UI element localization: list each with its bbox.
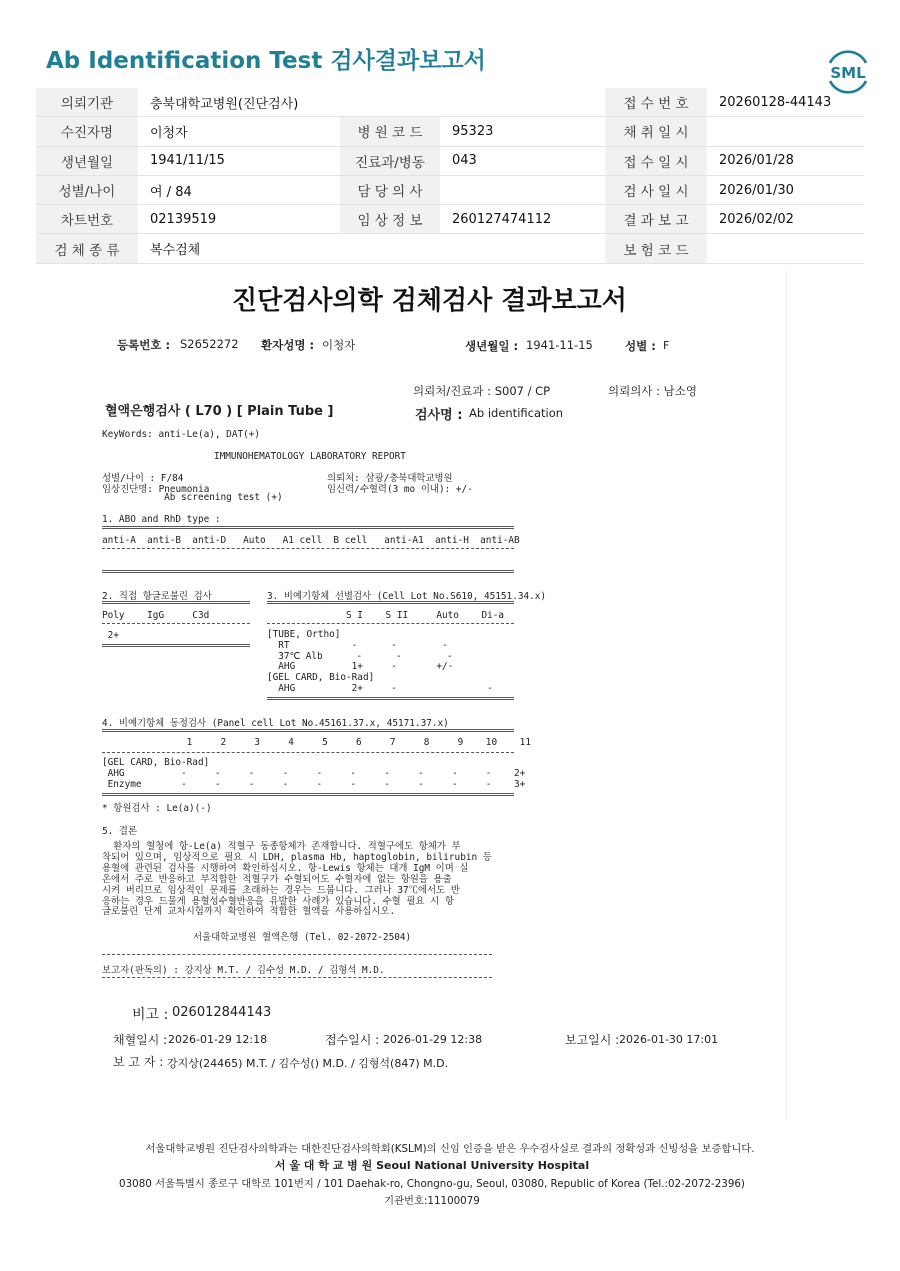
info-label: 검 사 일 시 (605, 175, 707, 204)
dob-label: 생년월일 : (465, 339, 519, 353)
divider (102, 623, 250, 624)
info-value: 2026/02/02 (707, 205, 864, 234)
patient-info-table (36, 88, 864, 264)
info-label: 차트번호 (36, 205, 138, 234)
sec3-row: AHG 1+ - +/- (267, 661, 454, 673)
lab-report-title: IMMUNOHEMATOLOGY LABORATORY REPORT (214, 451, 406, 462)
conclusion-line: 온에서 주로 반응하고 부적합한 적혈구가 수혈되어도 수혈자에 없는 항원을 용출 (102, 873, 452, 885)
divider (102, 644, 250, 647)
reporter-line: 보고자(판독의) : 강지상 M.T. / 김수성 M.D. / 김형석 M.D. (102, 965, 385, 976)
receive-time: 2026-01-29 12:38 (383, 1033, 483, 1046)
reporter2: 강지상(24465) M.T. / 김수성() M.D. / 김형석(847) M.D. (167, 1057, 449, 1070)
info-label: 검 체 종 류 (36, 234, 138, 263)
sec4-title: 4. 비예기항체 동정검사 (Panel cell Lot No.45161.37.x, 45171.37.x) (102, 718, 449, 729)
divider (267, 601, 514, 604)
conclusion-line: 시켜 버리므로 임상적인 문제를 초래하는 경우는 드뭅니다. 그러나 37℃에서도 반 (102, 884, 460, 896)
divider (102, 977, 492, 978)
sec4-row: AHG - - - - - - - - - - 2+ (102, 767, 526, 779)
antigen-test: * 항원검사 : Le(a)(-) (102, 803, 212, 814)
collect-time: 2026-01-29 12:18 (168, 1033, 268, 1046)
footer-hospital: 서 울 대 학 교 병 원 Seoul National University Hospital (274, 1159, 590, 1172)
info-value: 복수검체 (138, 234, 605, 263)
conclusion-line: 응하는 경우 드물게 용혈성수혈반응을 유발한 사례가 있습니다. 수혈 필요 시 항 (102, 895, 454, 907)
patient-info-row (36, 117, 864, 146)
report-main-title: 진단검사의학 검체검사 결과보고서 (232, 286, 627, 316)
info-label: 수진자명 (36, 117, 138, 146)
conclusion-text (102, 842, 492, 918)
info-value: 043 (440, 146, 605, 175)
sec3-title: 3. 비예기항체 선별검사 (Cell Lot No.S610, 45151.34.x) (267, 591, 547, 602)
patient-info-row (36, 234, 864, 263)
sec3-row: 37℃ Alb - - - (267, 650, 453, 662)
conclusion-line: 글로불린 단계 교차시험까지 확인하여 적합한 혈액을 사용하십시오. (102, 906, 396, 918)
conclusion-line: 용혈에 관련된 검사를 시행하여 확인하십시오. 항-Lewis 항체는 대개 IgM 이며 실 (102, 862, 469, 874)
sex: F (663, 339, 670, 352)
sec3-row: AHG 2+ - - (267, 682, 493, 694)
info-label: 보 험 코 드 (605, 234, 707, 263)
info-sex-age: 성별/나이 : F/84 (102, 473, 184, 484)
info-label: 의뢰기관 (36, 88, 138, 117)
sec3-row: RT - - - (267, 639, 448, 651)
receive-label: 접수일시 : (325, 1033, 380, 1047)
patient-info-row (36, 88, 864, 117)
reporter2-label: 보 고 자 : (113, 1055, 164, 1069)
info-label: 생년월일 (36, 146, 138, 175)
sec2-title: 2. 직접 항글로불린 검사 (102, 591, 212, 602)
svg-text:SML: SML (830, 64, 866, 82)
info-diagnosis-2: Ab screening test (+) (102, 492, 283, 503)
sex-label: 성별 : (625, 339, 656, 353)
report-label: 보고일시 : (565, 1033, 620, 1047)
doctor: 의뢰의사 : 남소영 (608, 384, 697, 398)
divider (102, 954, 492, 955)
info-label: 결 과 보 고 (605, 205, 707, 234)
sec1-title: 1. ABO and RhD type : (102, 514, 221, 525)
remark-label: 비고 : (132, 1007, 169, 1023)
info-referrer: 의뢰처: 삼광/충북대학교병원 (327, 473, 453, 484)
info-value: 2026/01/28 (707, 146, 864, 175)
info-label: 담 당 의 사 (340, 175, 440, 204)
info-value: 여 / 84 (138, 175, 340, 204)
info-value: 02139519 (138, 205, 340, 234)
info-value: 20260128-44143 (707, 88, 864, 117)
sec3-row: [TUBE, Ortho] (267, 629, 341, 640)
reg-no: S2652272 (180, 337, 239, 351)
report-title: Ab Identification Test 검사결과보고서 (46, 48, 486, 74)
info-value: 2026/01/30 (707, 175, 864, 204)
patient-info-row (36, 146, 864, 175)
footer-institution-no: 기관번호:11100079 (384, 1195, 480, 1207)
sec3-headers: S I S II Auto Di-a (267, 610, 505, 621)
info-value: 이청자 (138, 117, 340, 146)
info-label: 접 수 번 호 (605, 88, 707, 117)
sec2-value: 2+ (102, 630, 119, 641)
sec4-results (102, 758, 525, 790)
info-diagnosis: 임상진단명: Pneumonia (102, 484, 210, 495)
info-label: 접 수 일 시 (605, 146, 707, 175)
sec2-headers: Poly IgG C3d (102, 610, 210, 621)
keywords: KeyWords: anti-Le(a), DAT(+) (102, 429, 261, 440)
test-title: 혈액은행검사 ( L70 ) [ Plain Tube ] (105, 404, 334, 419)
sec4-row: [GEL CARD, Bio-Rad] (102, 757, 210, 768)
sec4-headers: 1 2 3 4 5 6 7 8 9 10 11 (102, 737, 531, 748)
report-time: 2026-01-30 17:01 (619, 1033, 719, 1046)
info-label: 병 원 코 드 (340, 117, 440, 146)
footer-address: 03080 서울특별시 종로구 대학로 101번지 / 101 Daehak-ro, Chongno-gu, Seoul, 03080, Republic of Korea (Tel.:02-2072-2396) (119, 1178, 745, 1190)
info-value: 95323 (440, 117, 605, 146)
divider (102, 601, 250, 604)
info-value (440, 175, 605, 204)
sec3-row: [GEL CARD, Bio-Rad] (267, 672, 375, 684)
info-label: 진료과/병동 (340, 146, 440, 175)
remark: 026012844143 (172, 1005, 272, 1020)
sec5-title: 5. 결론 (102, 826, 138, 837)
exam-name: Ab identification (469, 406, 564, 420)
conclusion-line: 환자의 혈청에 항-Le(a) 적혈구 동종항체가 존재합니다. 적혈구에도 항체가 부 (102, 841, 461, 852)
divider (102, 548, 514, 549)
patient-name: 이청자 (322, 338, 356, 352)
info-label: 채 취 일 시 (605, 117, 707, 146)
divider (102, 752, 514, 753)
info-label: 성별/나이 (36, 175, 138, 204)
divider (102, 729, 514, 732)
bloodbank-contact: 서울대학교병원 혈액은행 (Tel. 02-2072-2504) (193, 932, 412, 943)
info-value (707, 117, 864, 146)
exam-label: 검사명 : (415, 408, 463, 423)
collect-label: 채혈일시 : (113, 1033, 168, 1047)
reg-label: 등록번호 : (117, 338, 171, 352)
divider (102, 570, 514, 573)
info-label: 임 상 정 보 (340, 205, 440, 234)
patient-info-row (36, 205, 864, 234)
divider (267, 623, 514, 624)
divider (102, 793, 514, 796)
info-value: 1941/11/15 (138, 146, 340, 175)
conclusion-line: 착되어 있으며, 임상적으로 필요 시 LDH, plasma Hb, haptoglobin, bilirubin 등 (102, 851, 492, 863)
divider (267, 697, 514, 700)
info-value: 충북대학교병원(진단검사) (138, 88, 605, 117)
footer-certification: 서울대학교병원 진단검사의학과는 대한진단검사의학회(KSLM)의 신임 인증을 받은 우수검사실로 결과의 정확성과 신빙성을 보증합니다. (145, 1143, 755, 1155)
info-value: 260127474112 (440, 205, 605, 234)
dept: 의뢰처/진료과 : S007 / CP (413, 384, 551, 398)
patient-info-row (36, 175, 864, 204)
sec1-headers: anti-A anti-B anti-D Auto A1 cell B cell anti-A1 anti-H anti-AB (102, 535, 520, 546)
info-value (707, 234, 864, 263)
sec4-row: Enzyme - - - - - - - - - - 3+ (102, 778, 526, 790)
sec3-results (267, 630, 493, 695)
info-transfusion: 임신력/수혈력(3 mo 이내): +/- (327, 484, 473, 495)
divider (102, 526, 514, 529)
sml-logo (814, 30, 866, 82)
name-label: 환자성명 : (261, 338, 315, 352)
dob: 1941-11-15 (526, 338, 593, 352)
